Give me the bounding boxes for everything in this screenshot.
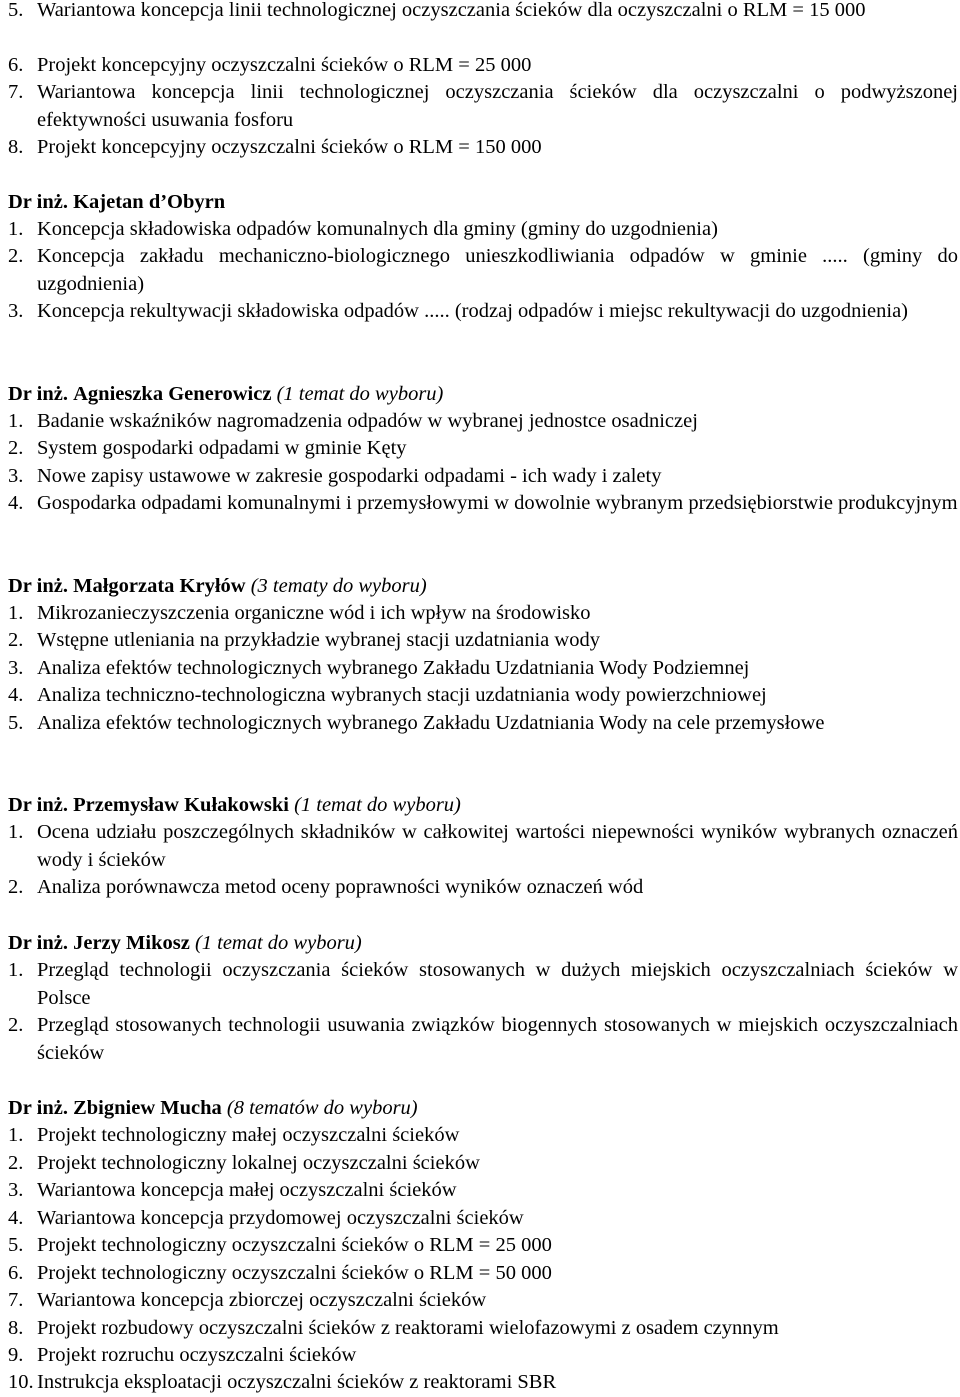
- list-item: [8, 134, 958, 162]
- list-item: [8, 1369, 958, 1397]
- item-number: 2.: [8, 1152, 24, 1174]
- item-text: Projekt koncepcyjny oczyszczalni ścieków o RLM = 150 000: [37, 136, 542, 158]
- item-number: 5.: [8, 1234, 24, 1256]
- item-text: Wariantowa koncepcja małej oczyszczalni ścieków: [37, 1179, 457, 1201]
- list-item: [8, 1232, 958, 1260]
- list-item: [8, 1012, 958, 1067]
- item-number: 2.: [8, 1014, 24, 1036]
- list-item: [8, 655, 958, 683]
- item-number: 8.: [8, 1317, 24, 1339]
- item-text: Projekt koncepcyjny oczyszczalni ścieków o RLM = 25 000: [37, 54, 532, 76]
- item-text: Analiza efektów technologicznych wybranego Zakładu Uzdatniania Wody na cele przemysłowe: [37, 712, 825, 734]
- item-text: Wariantowa koncepcja linii technologicznej oczyszczania ścieków dla oczyszczalni o RLM = 15 000: [37, 0, 866, 21]
- list-item: [8, 600, 958, 628]
- list-item: [8, 243, 958, 298]
- item-number: 2.: [8, 876, 24, 898]
- item-text: Koncepcja rekultywacji składowiska odpadów ..... (rodzaj odpadów i miejsc rekultywacji do uzgodnienia): [37, 300, 908, 322]
- item-number: 7.: [8, 81, 24, 103]
- topic-count: (1 temat do wyboru): [194, 932, 362, 954]
- supervisor-name: Przemysław Kułakowski: [73, 794, 289, 816]
- item-text: Gospodarka odpadami komunalnymi i przemysłowymi w dowolnie wybranym przedsiębiorstwie produkcyjnym: [37, 492, 958, 514]
- item-number: 1.: [8, 602, 24, 624]
- supervisor-name: Kajetan d’Obyrn: [73, 191, 226, 213]
- item-number: 2.: [8, 437, 24, 459]
- list-item: [8, 408, 958, 436]
- item-number: 3.: [8, 657, 24, 679]
- supervisor-title: Dr inż.: [8, 932, 68, 954]
- supervisor-heading: [8, 792, 958, 820]
- list-item: [8, 435, 958, 463]
- item-text: Koncepcja składowiska odpadów komunalnych dla gminy (gminy do uzgodnienia): [37, 218, 718, 240]
- supervisor-name: Jerzy Mikosz: [73, 932, 190, 954]
- list-item: [8, 216, 958, 244]
- item-text: Wariantowa koncepcja przydomowej oczyszczalni ścieków: [37, 1207, 524, 1229]
- supervisor-title: Dr inż.: [8, 191, 68, 213]
- list-item: [8, 1315, 958, 1343]
- item-number: 1.: [8, 959, 24, 981]
- item-number: 1.: [8, 1124, 24, 1146]
- item-text: Projekt rozruchu oczyszczalni ścieków: [37, 1344, 357, 1366]
- item-text: Mikrozanieczyszczenia organiczne wód i ich wpływ na środowisko: [37, 602, 591, 624]
- item-text: Wariantowa koncepcja linii technologicznej oczyszczania ścieków dla oczyszczalni o podwyższonej efektywności usuwania fosforu: [37, 81, 958, 131]
- item-text: Przegląd technologii oczyszczania ścieków stosowanych w dużych miejskich oczyszczalniach ścieków w Polsce: [37, 959, 958, 1009]
- item-text: System gospodarki odpadami w gminie Kęty: [37, 437, 407, 459]
- item-number: 5.: [8, 0, 24, 21]
- item-number: 10.: [8, 1371, 34, 1393]
- item-number: 5.: [8, 712, 24, 734]
- topic-count: (8 tematów do wyboru): [226, 1097, 418, 1119]
- item-number: 8.: [8, 136, 24, 158]
- list-item: [8, 1205, 958, 1233]
- list-item: [8, 1177, 958, 1205]
- item-number: 1.: [8, 821, 24, 843]
- item-number: 7.: [8, 1289, 24, 1311]
- item-number: 3.: [8, 300, 24, 322]
- list-item: [8, 298, 958, 326]
- supervisor-title: Dr inż.: [8, 383, 68, 405]
- supervisor-heading: [8, 189, 958, 217]
- item-number: 1.: [8, 410, 24, 432]
- list-item: [8, 1260, 958, 1288]
- item-number: 1.: [8, 218, 24, 240]
- supervisor-heading: [8, 573, 958, 601]
- list-item: [8, 0, 958, 25]
- list-item: [8, 682, 958, 710]
- list-item: [8, 710, 958, 738]
- item-text: Wstępne utleniania na przykładzie wybranej stacji uzdatniania wody: [37, 629, 600, 651]
- supervisor-heading: [8, 1095, 958, 1123]
- item-text: Analiza porównawcza metod oceny poprawności wyników oznaczeń wód: [37, 876, 644, 898]
- item-text: Badanie wskaźników nagromadzenia odpadów w wybranej jednostce osadniczej: [37, 410, 698, 432]
- supervisor-name: Małgorzata Kryłów: [73, 575, 246, 597]
- item-text: Projekt technologiczny małej oczyszczalni ścieków: [37, 1124, 460, 1146]
- list-item: [8, 1122, 958, 1150]
- item-text: Ocena udziału poszczególnych składników w całkowitej wartości niepewności wyników wybranych oznaczeń wody i ścieków: [37, 821, 958, 871]
- list-item: [8, 1287, 958, 1315]
- topic-count: (3 tematy do wyboru): [250, 575, 427, 597]
- item-text: Projekt technologiczny oczyszczalni ścieków o RLM = 50 000: [37, 1262, 552, 1284]
- item-number: 6.: [8, 54, 24, 76]
- supervisor-heading: [8, 381, 958, 409]
- item-number: 4.: [8, 684, 24, 706]
- supervisor-title: Dr inż.: [8, 575, 68, 597]
- item-number: 3.: [8, 1179, 24, 1201]
- item-text: Projekt technologiczny lokalnej oczyszczalni ścieków: [37, 1152, 480, 1174]
- topic-count: (1 temat do wyboru): [294, 794, 461, 816]
- item-number: 9.: [8, 1344, 24, 1366]
- list-item: [8, 1342, 958, 1370]
- item-number: 3.: [8, 465, 24, 487]
- list-item: [8, 52, 958, 80]
- list-item: [8, 819, 958, 874]
- list-item: [8, 463, 958, 491]
- item-text: Analiza efektów technologicznych wybranego Zakładu Uzdatniania Wody Podziemnej: [37, 657, 750, 679]
- supervisor-name: Agnieszka Generowicz: [73, 383, 272, 405]
- item-number: 4.: [8, 492, 24, 514]
- list-item: [8, 1150, 958, 1178]
- supervisor-title: Dr inż.: [8, 1097, 68, 1119]
- supervisor-title: Dr inż.: [8, 794, 68, 816]
- item-text: Projekt rozbudowy oczyszczalni ścieków z reaktorami wielofazowymi z osadem czynnym: [37, 1317, 779, 1339]
- list-item: [8, 874, 958, 902]
- item-text: Nowe zapisy ustawowe w zakresie gospodarki odpadami - ich wady i zalety: [37, 465, 662, 487]
- item-text: Analiza techniczno-technologiczna wybranych stacji uzdatniania wody powierzchniowej: [37, 684, 767, 706]
- list-item: [8, 957, 958, 1012]
- topic-count: (1 temat do wyboru): [276, 383, 444, 405]
- list-item: [8, 490, 958, 518]
- item-text: Przegląd stosowanych technologii usuwania związków biogennych stosowanych w miejskich oczyszczalniach ścieków: [37, 1014, 958, 1064]
- item-number: 4.: [8, 1207, 24, 1229]
- item-text: Projekt technologiczny oczyszczalni ścieków o RLM = 25 000: [37, 1234, 552, 1256]
- list-item: [8, 79, 958, 134]
- supervisor-heading: [8, 930, 958, 958]
- supervisor-name: Zbigniew Mucha: [73, 1097, 222, 1119]
- item-number: 2.: [8, 245, 24, 267]
- list-item: [8, 627, 958, 655]
- item-text: Wariantowa koncepcja zbiorczej oczyszczalni ścieków: [37, 1289, 487, 1311]
- item-number: 6.: [8, 1262, 24, 1284]
- item-text: Instrukcja eksploatacji oczyszczalni ścieków z reaktorami SBR: [37, 1371, 557, 1393]
- item-text: Koncepcja zakładu mechaniczno-biologicznego unieszkodliwiania odpadów w gminie ..... (gminy do uzgodnienia): [37, 245, 958, 295]
- item-number: 2.: [8, 629, 24, 651]
